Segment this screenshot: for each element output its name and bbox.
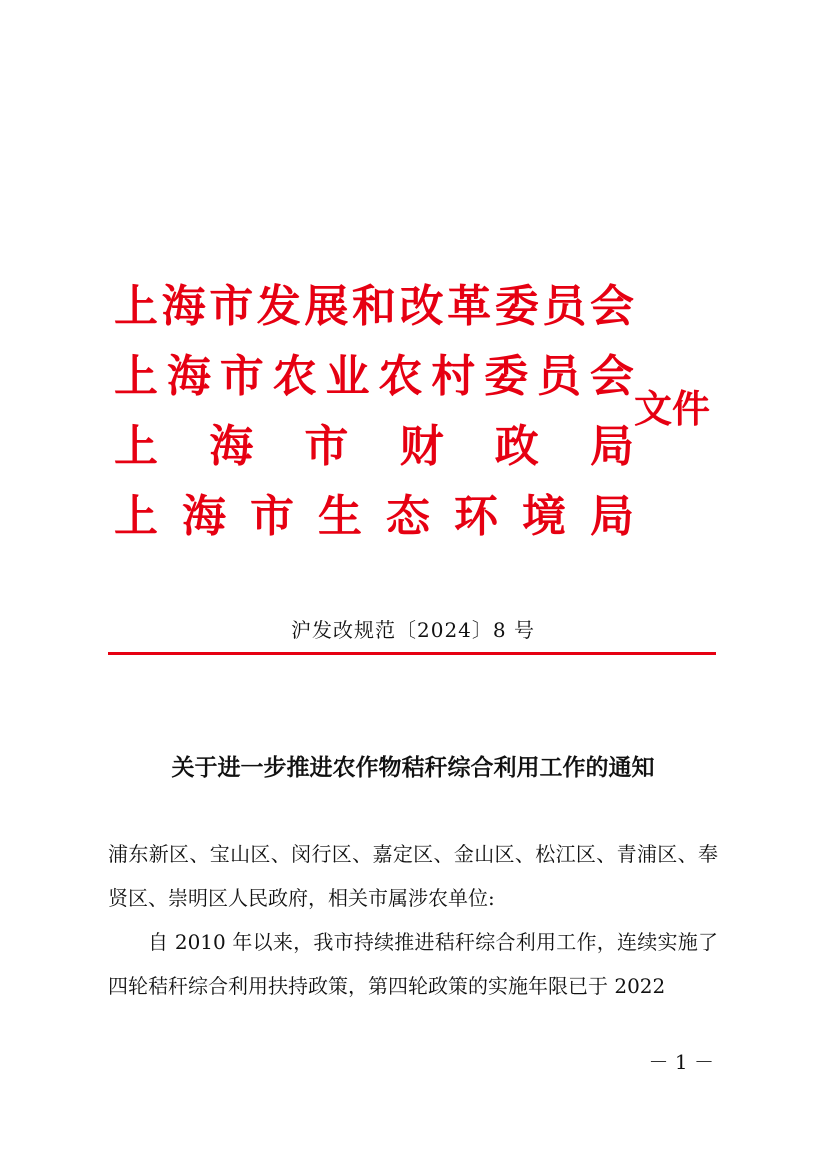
- issuer-char: 员: [542, 281, 587, 332]
- issuer-line-2: [114, 342, 634, 412]
- issuer-char: 委: [494, 281, 539, 332]
- issuer-char: 生: [318, 491, 362, 542]
- issuer-line-1: [114, 272, 634, 342]
- document-body: [108, 832, 718, 1008]
- issuer-char: 局: [590, 491, 634, 542]
- issuer-char: 上: [114, 421, 158, 472]
- body-paragraph: 自 2010 年以来，我市持续推进秸秆综合利用工作，连续实施了四轮秸秆综合利用扶持政策，第四轮政策的实施年限已于 2022: [108, 930, 718, 998]
- recipients-paragraph: 浦东新区、宝山区、闵行区、嘉定区、金山区、松江区、青浦区、奉贤区、崇明区人民政府，相关市属涉农单位:: [108, 842, 718, 910]
- issuer-char: 海: [161, 281, 206, 332]
- issuer-line-4: [114, 482, 634, 552]
- issuer-char: 委: [484, 351, 529, 402]
- issuer-char: 市: [304, 421, 349, 472]
- red-separator-line: [108, 652, 716, 655]
- issuer-char: 市: [250, 491, 294, 542]
- issuer-char: 环: [454, 491, 498, 542]
- issuer-char: 海: [166, 351, 211, 402]
- issuer-char: 革: [447, 281, 492, 332]
- issuer-char: 财: [399, 421, 444, 472]
- issuer-block: [114, 272, 634, 552]
- issuer-char: 农: [272, 351, 317, 402]
- issuer-char: 态: [386, 491, 430, 542]
- issuer-char: 员: [537, 351, 581, 402]
- document-title: 关于进一步推进农作物秸秆综合利用工作的通知: [171, 754, 655, 781]
- issuer-char: 农: [378, 351, 423, 402]
- page-number: － 1 －: [648, 1050, 714, 1074]
- issuer-char: 上: [114, 281, 158, 332]
- issuer-char: 和: [351, 281, 396, 332]
- issuer-char: 上: [114, 351, 158, 402]
- issuer-char: 境: [522, 491, 566, 542]
- issuer-char: 改: [399, 281, 444, 332]
- issuer-char: 会: [589, 351, 634, 402]
- issuer-char: 市: [209, 281, 254, 332]
- issuer-char: 海: [209, 421, 254, 472]
- issuer-char: 上: [114, 491, 158, 542]
- document-type-suffix: 文件: [634, 386, 711, 431]
- issuer-char: 海: [182, 491, 226, 542]
- issuer-char: 局: [589, 421, 634, 472]
- issuer-line-3: [114, 412, 634, 482]
- issuer-char: 发: [256, 281, 301, 332]
- issuer-char: 村: [431, 351, 476, 402]
- issuer-char: 市: [219, 351, 264, 402]
- issuer-char: 业: [325, 351, 370, 402]
- document-number: 沪发改规范〔2024〕8 号: [291, 618, 535, 642]
- issuer-char: 展: [304, 281, 349, 332]
- issuer-char: 政: [494, 421, 539, 472]
- issuer-char: 会: [589, 281, 634, 332]
